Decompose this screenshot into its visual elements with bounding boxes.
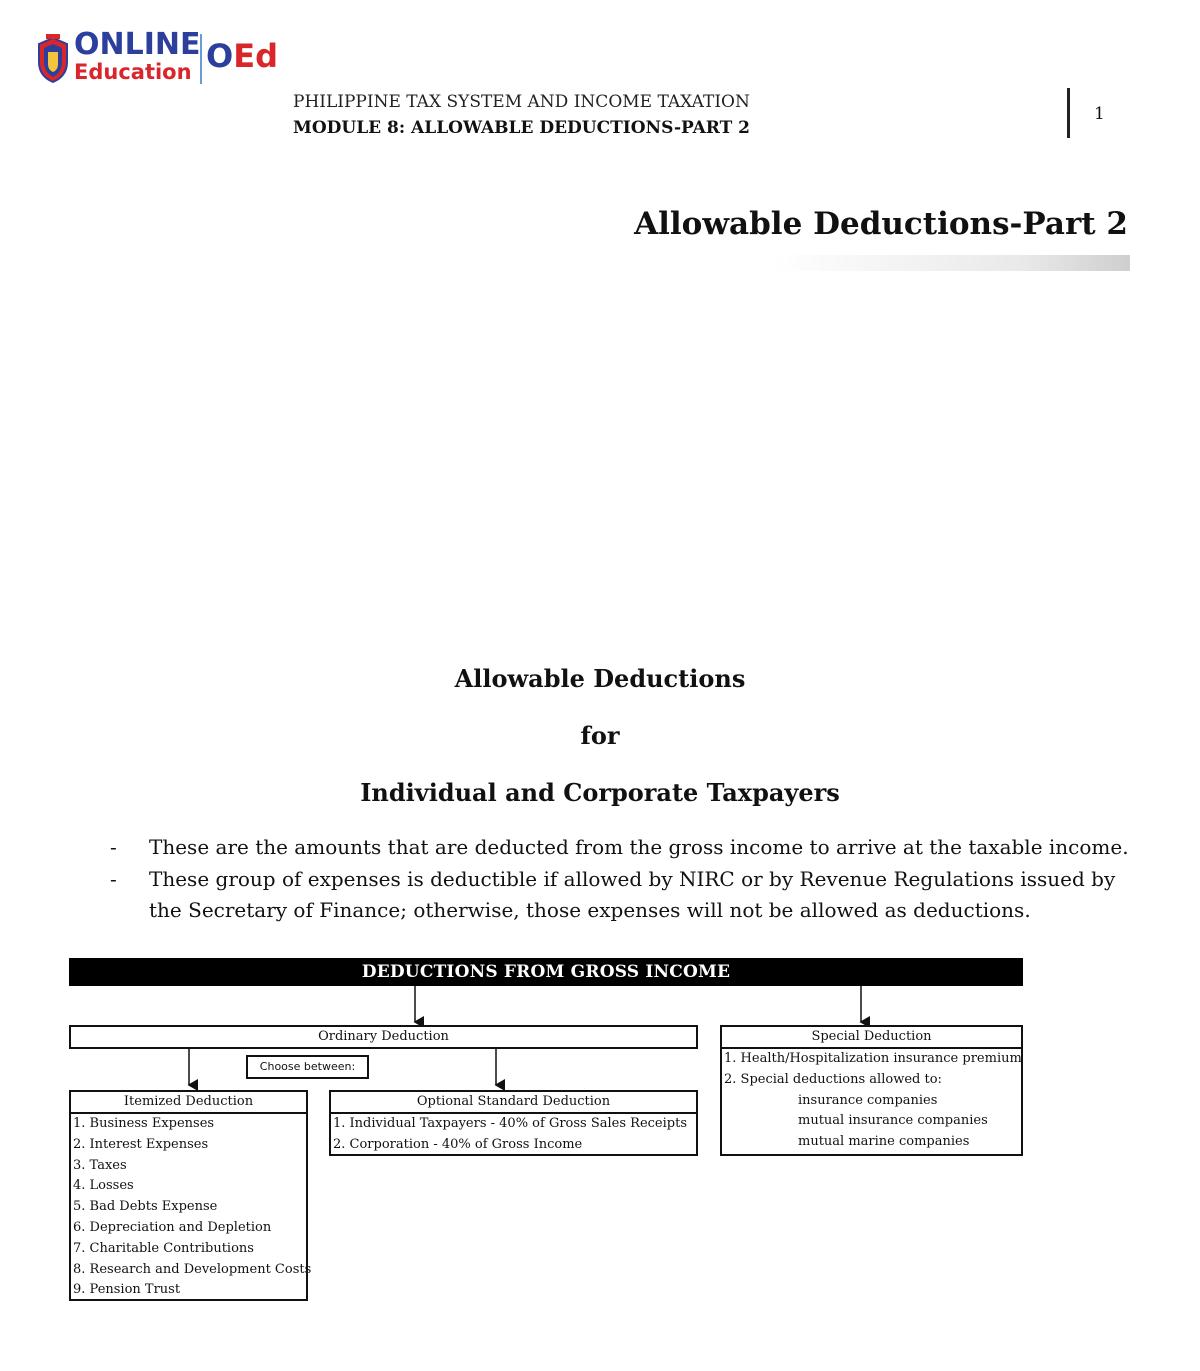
- special-item: 1. Health/Hospitalization insurance premium: [724, 1051, 1022, 1066]
- osd-box: [329, 1090, 698, 1156]
- special-deduction-title: Special Deduction: [722, 1027, 1021, 1049]
- module-title: MODULE 8: ALLOWABLE DEDUCTIONS-PART 2: [293, 118, 751, 138]
- special-sub-item: insurance companies: [798, 1092, 938, 1108]
- osd-item: 1. Individual Taxpayers - 40% of Gross Sales Receipts: [333, 1116, 687, 1131]
- section-title-line1: Allowable Deductions: [454, 664, 746, 693]
- itemized-item: 5. Bad Debts Expense: [73, 1199, 218, 1215]
- logo-oed-o: O: [206, 37, 234, 75]
- itemized-item: 6. Depreciation and Depletion: [73, 1219, 272, 1235]
- itemized-item: 7. Charitable Contributions: [73, 1240, 254, 1256]
- ordinary-deduction-box: [69, 1025, 698, 1049]
- page-title: Allowable Deductions-Part 2: [634, 206, 1128, 242]
- special-item: 2. Special deductions allowed to:: [724, 1071, 942, 1087]
- itemized-item: 4. Losses: [73, 1178, 134, 1194]
- itemized-item: 1. Business Expenses: [73, 1116, 215, 1131]
- itemized-item: 8. Research and Development Costs: [73, 1261, 312, 1277]
- itemized-item: 9. Pension Trust: [73, 1282, 181, 1298]
- special-deduction-box: [720, 1025, 1023, 1156]
- itemized-item: 3. Taxes: [73, 1157, 127, 1173]
- diagram-header: DEDUCTIONS FROM GROSS INCOME: [69, 958, 1023, 986]
- bullet-text: These group of expenses is deductible if allowed by NIRC or by Revenue Regulations issued by the Secretary of Finance; otherwise, those expenses will not be allowed as deductions.: [149, 867, 1116, 922]
- itemized-item: 2. Interest Expenses: [73, 1136, 209, 1152]
- course-title: PHILIPPINE TAX SYSTEM AND INCOME TAXATION: [293, 92, 750, 112]
- itemized-deduction-title: Itemized Deduction: [71, 1092, 306, 1114]
- section-title-line2: for: [580, 721, 620, 750]
- choose-between-label: Choose between:: [246, 1055, 369, 1079]
- itemized-deduction-box: [69, 1090, 312, 1301]
- page-number: 1: [1094, 104, 1105, 124]
- logo-oed-ed: Ed: [233, 37, 278, 75]
- osd-title: Optional Standard Deduction: [331, 1092, 696, 1114]
- logo-education-text: Education: [74, 60, 192, 84]
- bullet-marker: -: [110, 867, 117, 891]
- special-sub-item: mutual insurance companies: [798, 1113, 988, 1129]
- special-sub-item: mutual marine companies: [798, 1134, 970, 1150]
- logo-online-text: ONLINE: [74, 27, 201, 62]
- section-title-line3: Individual and Corporate Taxpayers: [360, 778, 840, 807]
- osd-item: 2. Corporation - 40% of Gross Income: [333, 1136, 583, 1152]
- bullet-text: These are the amounts that are deducted from the gross income to arrive at the taxable income.: [149, 835, 1129, 859]
- bullet-marker: -: [110, 835, 117, 859]
- ordinary-deduction-title: Ordinary Deduction: [318, 1029, 449, 1044]
